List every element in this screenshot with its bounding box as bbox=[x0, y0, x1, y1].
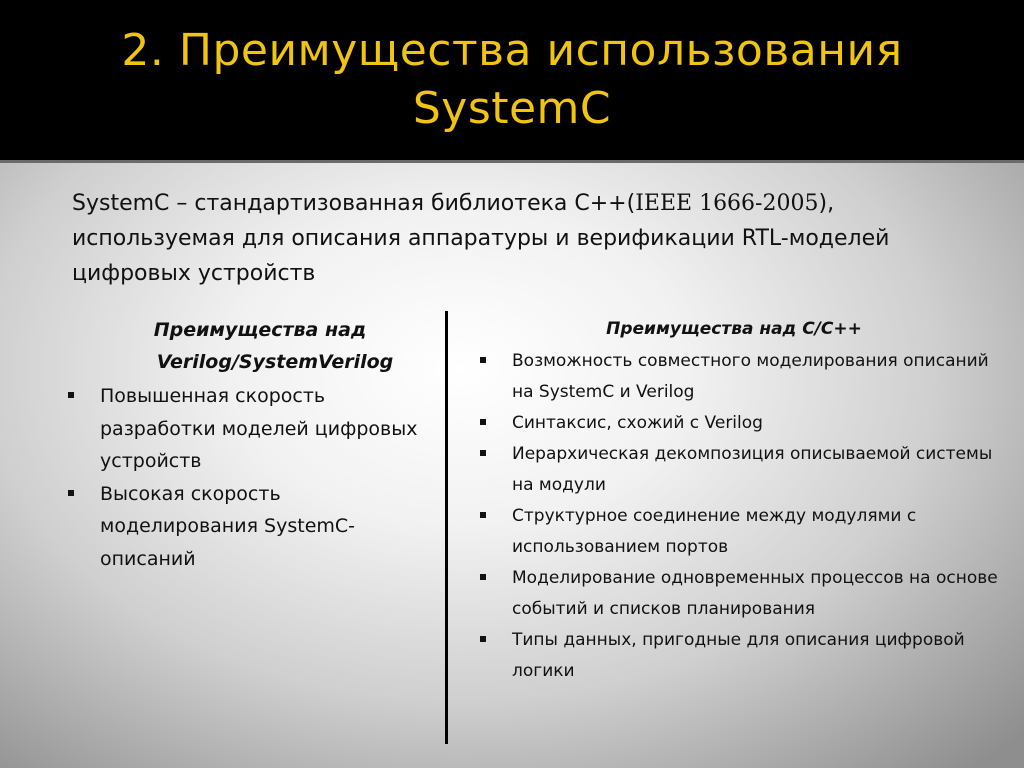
right-bullet-list bbox=[474, 346, 1014, 687]
right-column bbox=[474, 314, 1014, 687]
slide-title-line1: 2. Преимущества использования bbox=[121, 25, 903, 76]
intro-text-part1: SystemC – стандартизованная библиотека С++( bbox=[72, 191, 636, 216]
list-item bbox=[60, 478, 420, 576]
list-item bbox=[474, 408, 1014, 439]
list-item-text: Структурное соединение между модулями с использованием портов bbox=[512, 506, 917, 557]
bullet-square-icon bbox=[68, 490, 74, 496]
intro-standard-name: IEEE 1666-2005 bbox=[635, 191, 819, 216]
list-item-text: Возможность совместного моделирования описаний на SystemC и Verilog bbox=[512, 351, 989, 402]
list-item-text: Синтаксис, схожий с Verilog bbox=[512, 413, 763, 433]
title-band bbox=[0, 0, 1024, 163]
column-divider bbox=[445, 311, 448, 744]
list-item bbox=[474, 439, 1014, 501]
left-heading-line2: Verilog/SystemVerilog bbox=[156, 351, 394, 373]
left-heading-line1: Преимущества над bbox=[153, 319, 367, 341]
bullet-square-icon bbox=[480, 636, 486, 642]
list-item bbox=[474, 563, 1014, 625]
bullet-square-icon bbox=[480, 357, 486, 363]
left-column-heading bbox=[60, 314, 420, 378]
list-item-text: Моделирование одновременных процессов на основе событий и списков планирования bbox=[512, 568, 998, 619]
bullet-square-icon bbox=[480, 419, 486, 425]
left-column bbox=[60, 314, 420, 575]
list-item bbox=[474, 346, 1014, 408]
list-item-text: Повышенная скорость разработки моделей цифровых устройств bbox=[100, 385, 418, 472]
bullet-square-icon bbox=[480, 450, 486, 456]
list-item-text: Иерархическая декомпозиция описываемой системы на модули bbox=[512, 444, 993, 495]
list-item-text: Типы данных, пригодные для описания цифровой логики bbox=[512, 630, 965, 681]
bullet-square-icon bbox=[68, 392, 74, 398]
list-item bbox=[474, 501, 1014, 563]
right-column-heading: Преимущества над С/С++ bbox=[606, 319, 862, 339]
intro-text-part2: ), используемая для описания аппаратуры и верификации RTL-моделей цифровых устройств bbox=[72, 191, 890, 286]
intro-paragraph bbox=[72, 186, 972, 291]
list-item bbox=[474, 625, 1014, 687]
list-item bbox=[60, 380, 420, 478]
left-bullet-list bbox=[60, 380, 420, 575]
bullet-square-icon bbox=[480, 512, 486, 518]
bullet-square-icon bbox=[480, 574, 486, 580]
slide-title bbox=[0, 22, 1024, 138]
slide-title-line2: SystemC bbox=[412, 83, 612, 134]
list-item-text: Высокая скорость моделирования SystemC-описаний bbox=[100, 482, 356, 570]
